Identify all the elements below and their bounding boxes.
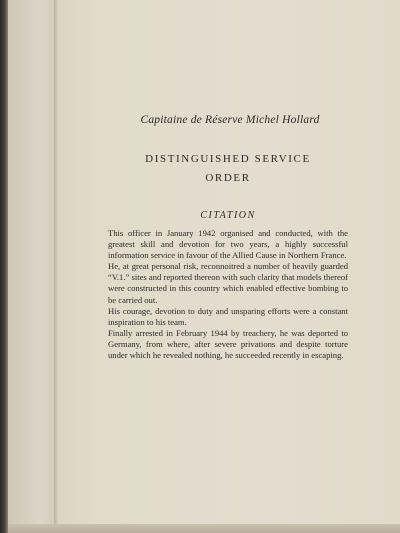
citation-paragraph-3: His courage, devotion to duty and unsparing efforts were a constant inspiration to his team. — [108, 305, 348, 327]
order-title — [108, 150, 348, 188]
left-page-edge — [8, 0, 56, 533]
citation-paragraph-4: Finally arrested in February 1944 by treachery, he was deported to Germany, from where, after severe privations and despite torture under which he revealed nothing, he succeeded recently in escaping. — [108, 327, 348, 361]
book-binding — [0, 0, 8, 533]
recipient-name: Capitaine de Réserve Michel Hollard — [140, 114, 320, 126]
order-title-line-2: ORDER — [205, 172, 251, 184]
citation-heading: CITATION — [200, 210, 256, 221]
order-title-line-1: DISTINGUISHED SERVICE — [145, 153, 311, 165]
page-bottom-edge — [8, 524, 400, 533]
citation-paragraph-1: This officer in January 1942 organised and conducted, with the greatest skill and devotion for two years, a highly successful information service in favour of the Allied Cause in Northern France. — [108, 228, 348, 261]
citation-document — [108, 108, 348, 361]
citation-paragraph-2: He, at great personal risk, reconnoitred a number of heavily guarded “V.1.” sites and reported thereon with such clarity that models thereof were constructed in this country which enabled effective bombing to be carried out. — [108, 261, 348, 305]
